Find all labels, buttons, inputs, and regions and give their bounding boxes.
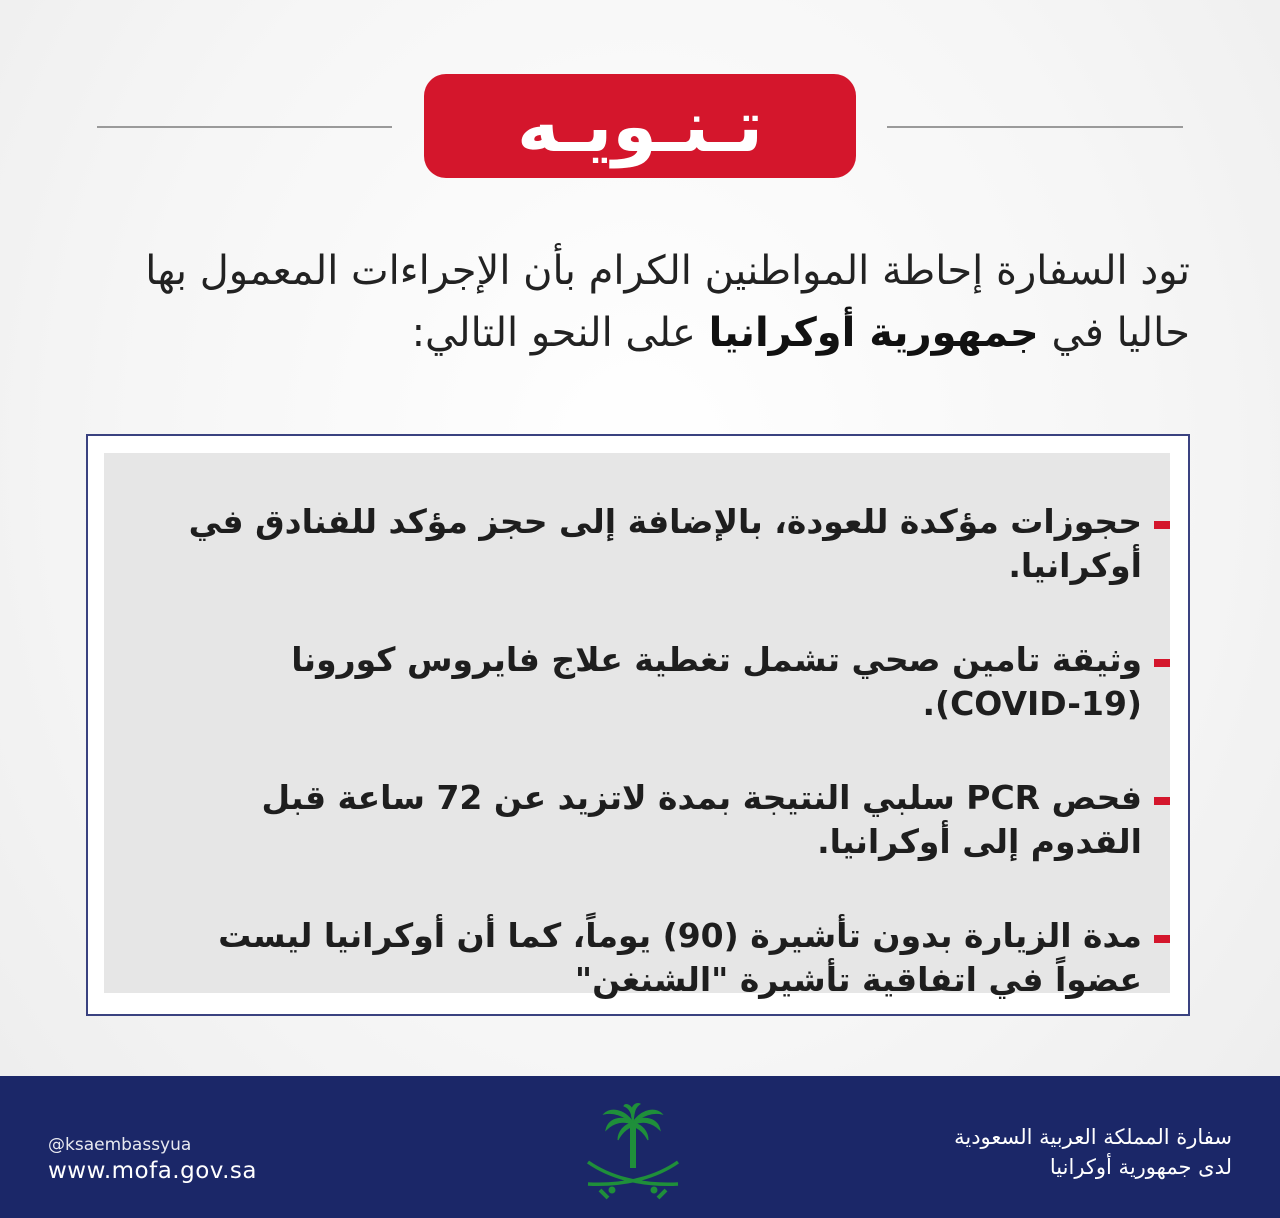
intro-line-1: تود السفارة إحاطة المواطنين الكرام بأن الإجراءات المعمول بها (145, 248, 1190, 294)
requirements-list (140, 500, 1170, 1052)
website-link[interactable]: www.mofa.gov.sa (48, 1158, 257, 1184)
title-divider-left (97, 126, 392, 128)
intro-country-name: جمهورية أوكرانيا (708, 310, 1039, 356)
embassy-name (812, 1122, 1232, 1182)
title-divider-right (887, 126, 1183, 128)
bullet-icon (1154, 521, 1170, 529)
list-item (140, 500, 1170, 588)
list-item-text: مدة الزيارة بدون تأشيرة (90) يوماً، كما أن أوكرانيا ليست عضواً في اتفاقية تأشيرة "الشنغن" (218, 916, 1142, 999)
list-item-text: وثيقة تامين صحي تشمل تغطية علاج فايروس كورونا (COVID-19). (291, 640, 1142, 723)
list-item (140, 638, 1170, 726)
bullet-icon (1154, 797, 1170, 805)
intro-line-2 (80, 302, 1190, 364)
saudi-emblem-palm-swords-icon (578, 1100, 688, 1204)
intro-line-2-start: حاليا في (1051, 310, 1190, 356)
embassy-name-line-1: سفارة المملكة العربية السعودية (954, 1125, 1232, 1149)
intro-paragraph (80, 240, 1190, 364)
list-item-text: فحص PCR سلبي النتيجة بمدة لاتزيد عن 72 ساعة قبل القدوم إلى أوكرانيا. (261, 778, 1142, 861)
notice-title-badge (424, 74, 856, 178)
bullet-icon (1154, 659, 1170, 667)
bullet-icon (1154, 935, 1170, 943)
list-item-text: حجوزات مؤكدة للعودة، بالإضافة إلى حجز مؤكد للفنادق في أوكرانيا. (188, 502, 1142, 585)
intro-line-2-end: على النحو التالي: (411, 310, 696, 356)
embassy-name-line-2: لدى جمهورية أوكرانيا (1049, 1155, 1232, 1179)
list-item (140, 776, 1170, 864)
list-item (140, 914, 1170, 1002)
social-handle[interactable]: @ksaembassyua (48, 1135, 192, 1155)
notice-title: تـنـويـه (516, 84, 764, 168)
